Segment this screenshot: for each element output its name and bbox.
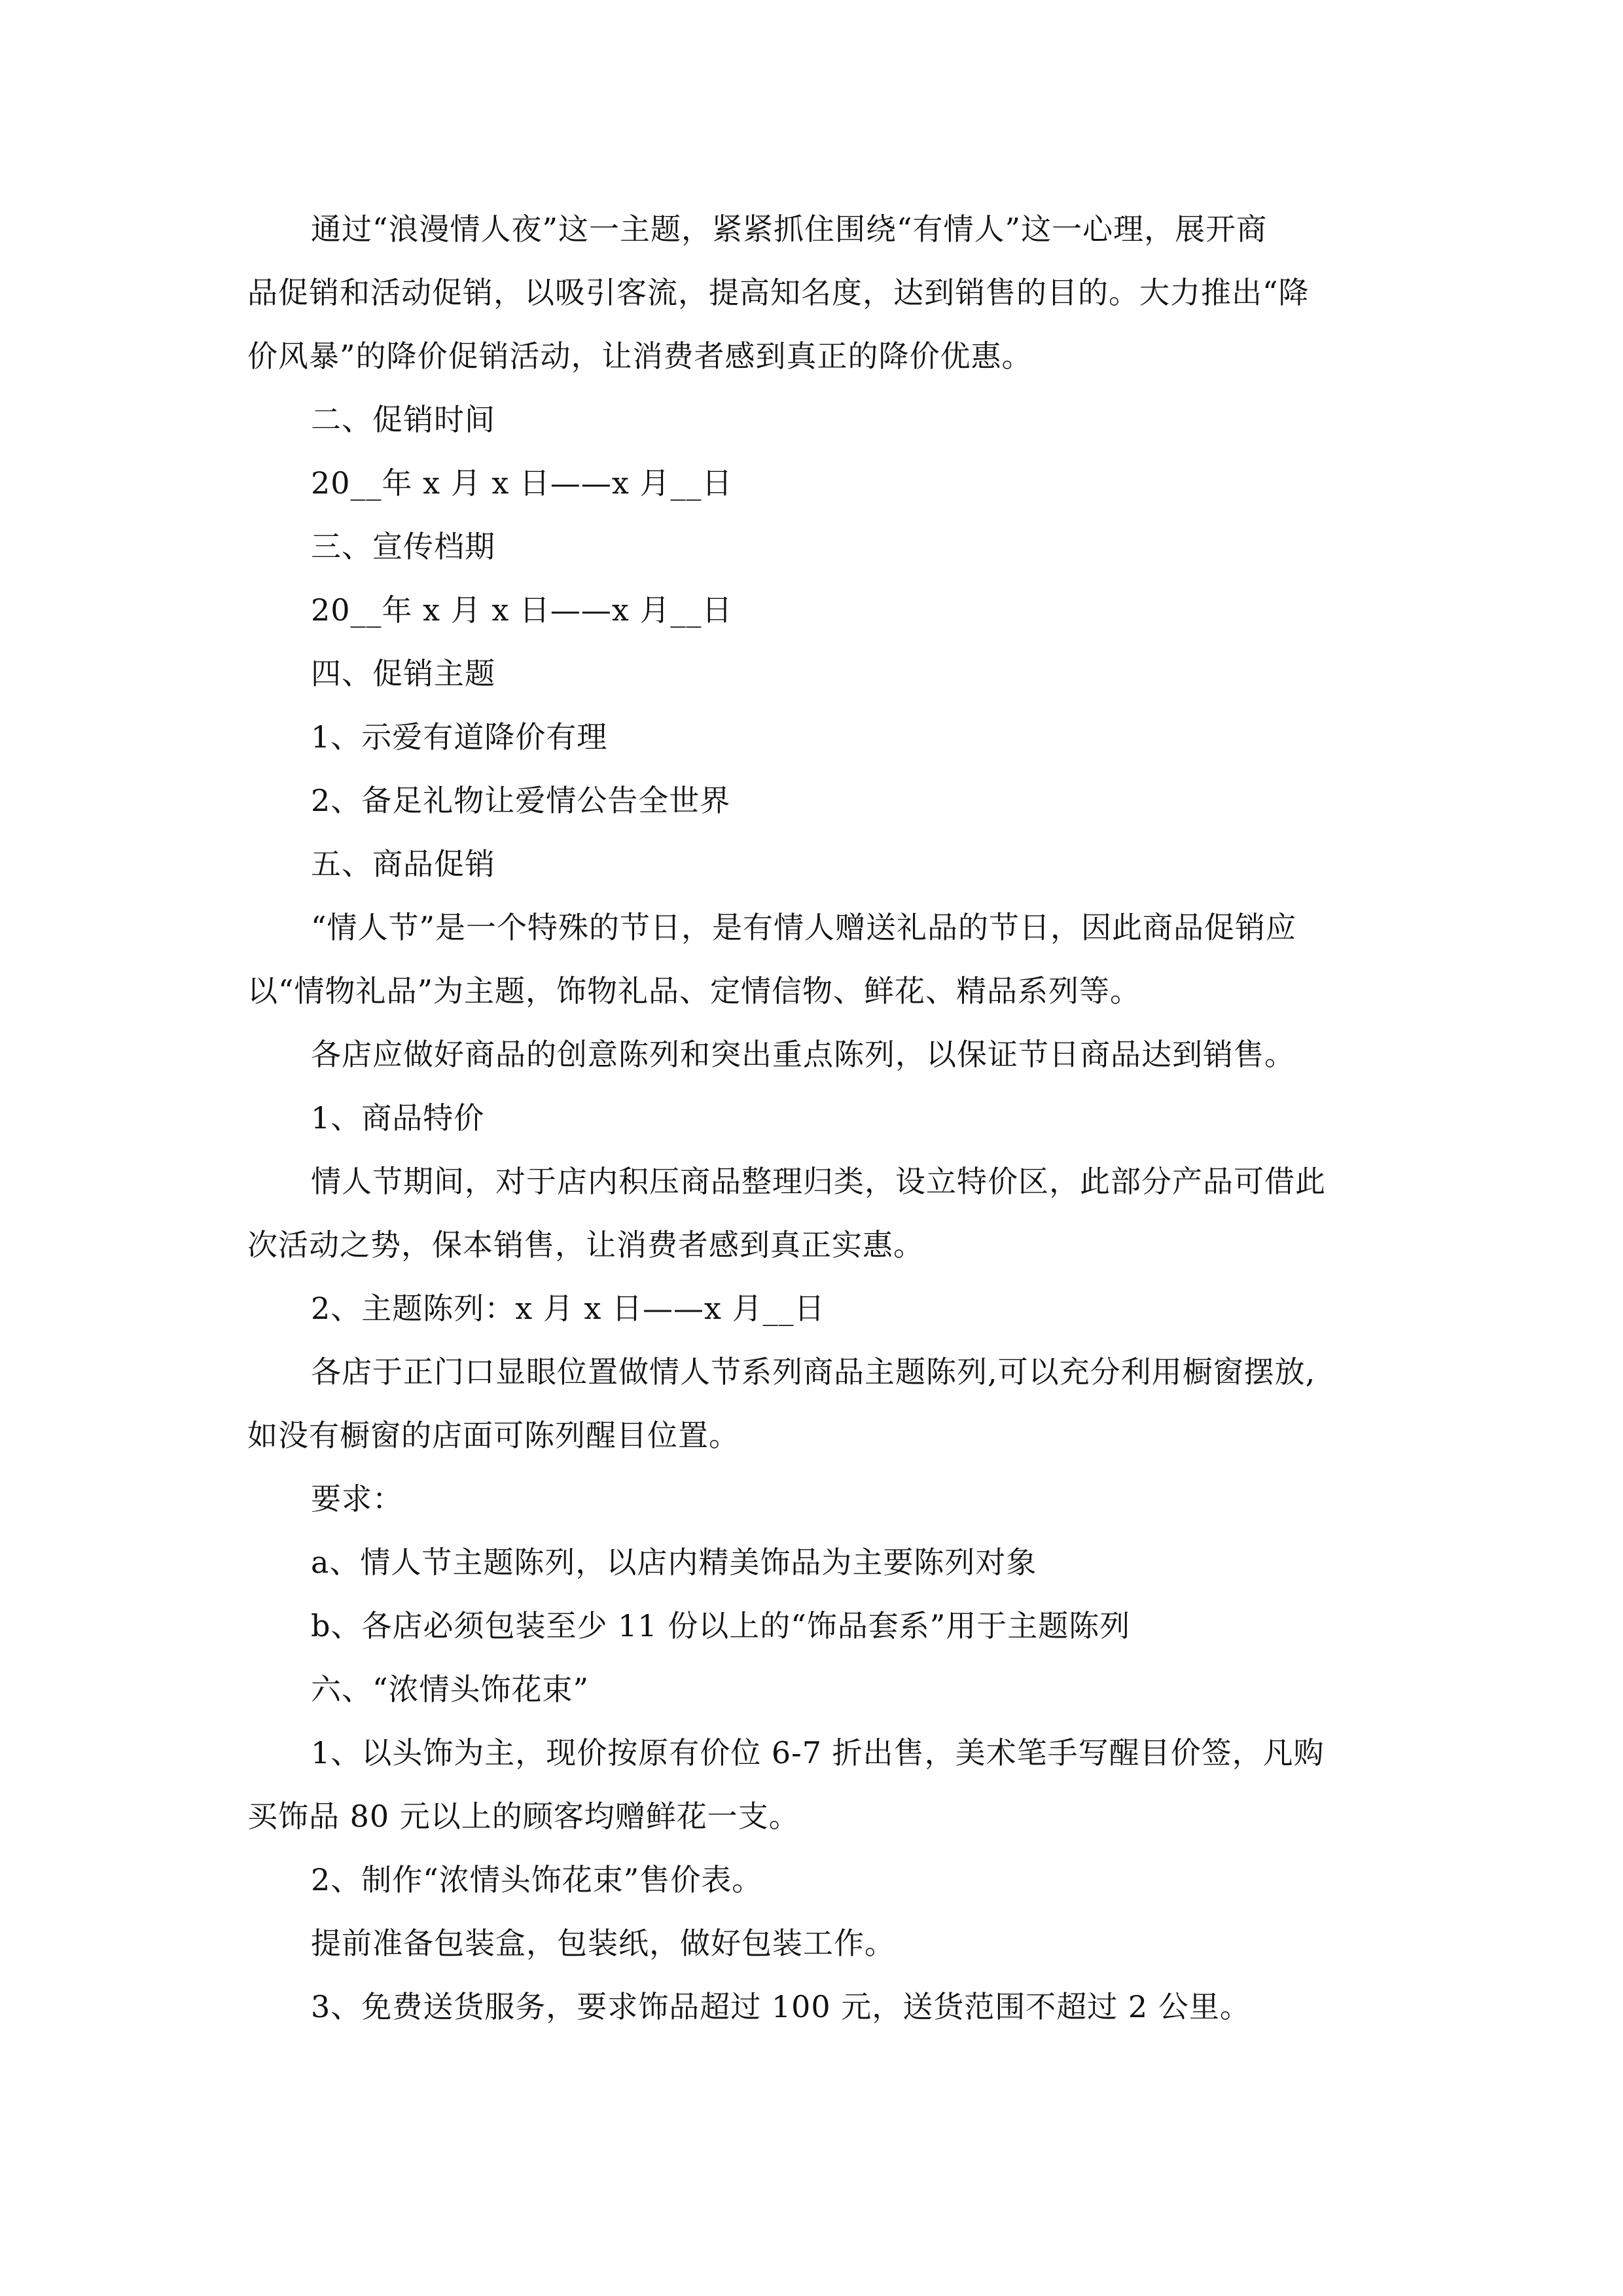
paragraph-line: 情人节期间，对于店内积压商品整理归类，设立特价区，此部分产品可借此 [311,1164,1326,1199]
section-heading: 四、促销主题 [311,656,495,691]
list-item: 2、制作“浓情头饰花束”售价表。 [311,1862,763,1897]
paragraph-line: 20__年 x 月 x 日——x 月__日 [311,465,733,501]
list-item: 1、商品特价 [311,1100,485,1136]
paragraph-line: 如没有橱窗的店面可陈列醒目位置。 [247,1418,740,1453]
list-item: 1、示爱有道降价有理 [311,719,608,755]
section-heading: 三、宣传档期 [311,529,495,564]
paragraph-line: 品促销和活动促销，以吸引客流，提高知名度，达到销售的目的。大力推出“降 [247,275,1310,310]
paragraph-line: 20__年 x 月 x 日——x 月__日 [311,592,733,628]
list-item: b、各店必须包装至少 11 份以上的“饰品套系”用于主题陈列 [311,1608,1131,1643]
list-item: 1、以头饰为主，现价按原有价位 6-7 折出售，美术笔手写醒目价签，凡购 [311,1735,1325,1770]
section-heading: 二、促销时间 [311,402,495,437]
section-heading: 六、“浓情头饰花束” [311,1672,590,1707]
list-item: 2、备足礼物让爱情公告全世界 [311,783,731,818]
paragraph-line: 提前准备包装盒，包装纸，做好包装工作。 [311,1926,895,1961]
paragraph-line: 价风暴”的降价促销活动，让消费者感到真正的降价优惠。 [247,338,1033,374]
paragraph-line: 各店应做好商品的创意陈列和突出重点陈列，以保证节日商品达到销售。 [311,1037,1295,1072]
list-item: 2、主题陈列：x 月 x 日——x 月__日 [311,1291,825,1326]
paragraph-line: 要求： [311,1481,403,1516]
list-item: 3、免费送货服务，要求饰品超过 100 元，送货范围不超过 2 公里。 [311,1989,1251,2024]
paragraph-line: 通过“浪漫情人夜”这一主题，紧紧抓住围绕“有情人”这一心理，展开商 [311,211,1268,247]
section-heading: 五、商品促销 [311,846,495,882]
list-item: a、情人节主题陈列，以店内精美饰品为主要陈列对象 [311,1545,1037,1580]
paragraph-line: 买饰品 80 元以上的顾客均赠鲜花一支。 [247,1799,800,1834]
paragraph-line: 以“情物礼品”为主题，饰物礼品、定情信物、鲜花、精品系列等。 [247,973,1141,1009]
paragraph-line: 次活动之势，保本销售，让消费者感到真正实惠。 [247,1227,924,1263]
paragraph-line: “情人节”是一个特殊的节日，是有情人赠送礼品的节日，因此商品促销应 [311,910,1297,945]
paragraph-line: 各店于正门口显眼位置做情人节系列商品主题陈列,可以充分利用橱窗摆放, [311,1354,1316,1390]
